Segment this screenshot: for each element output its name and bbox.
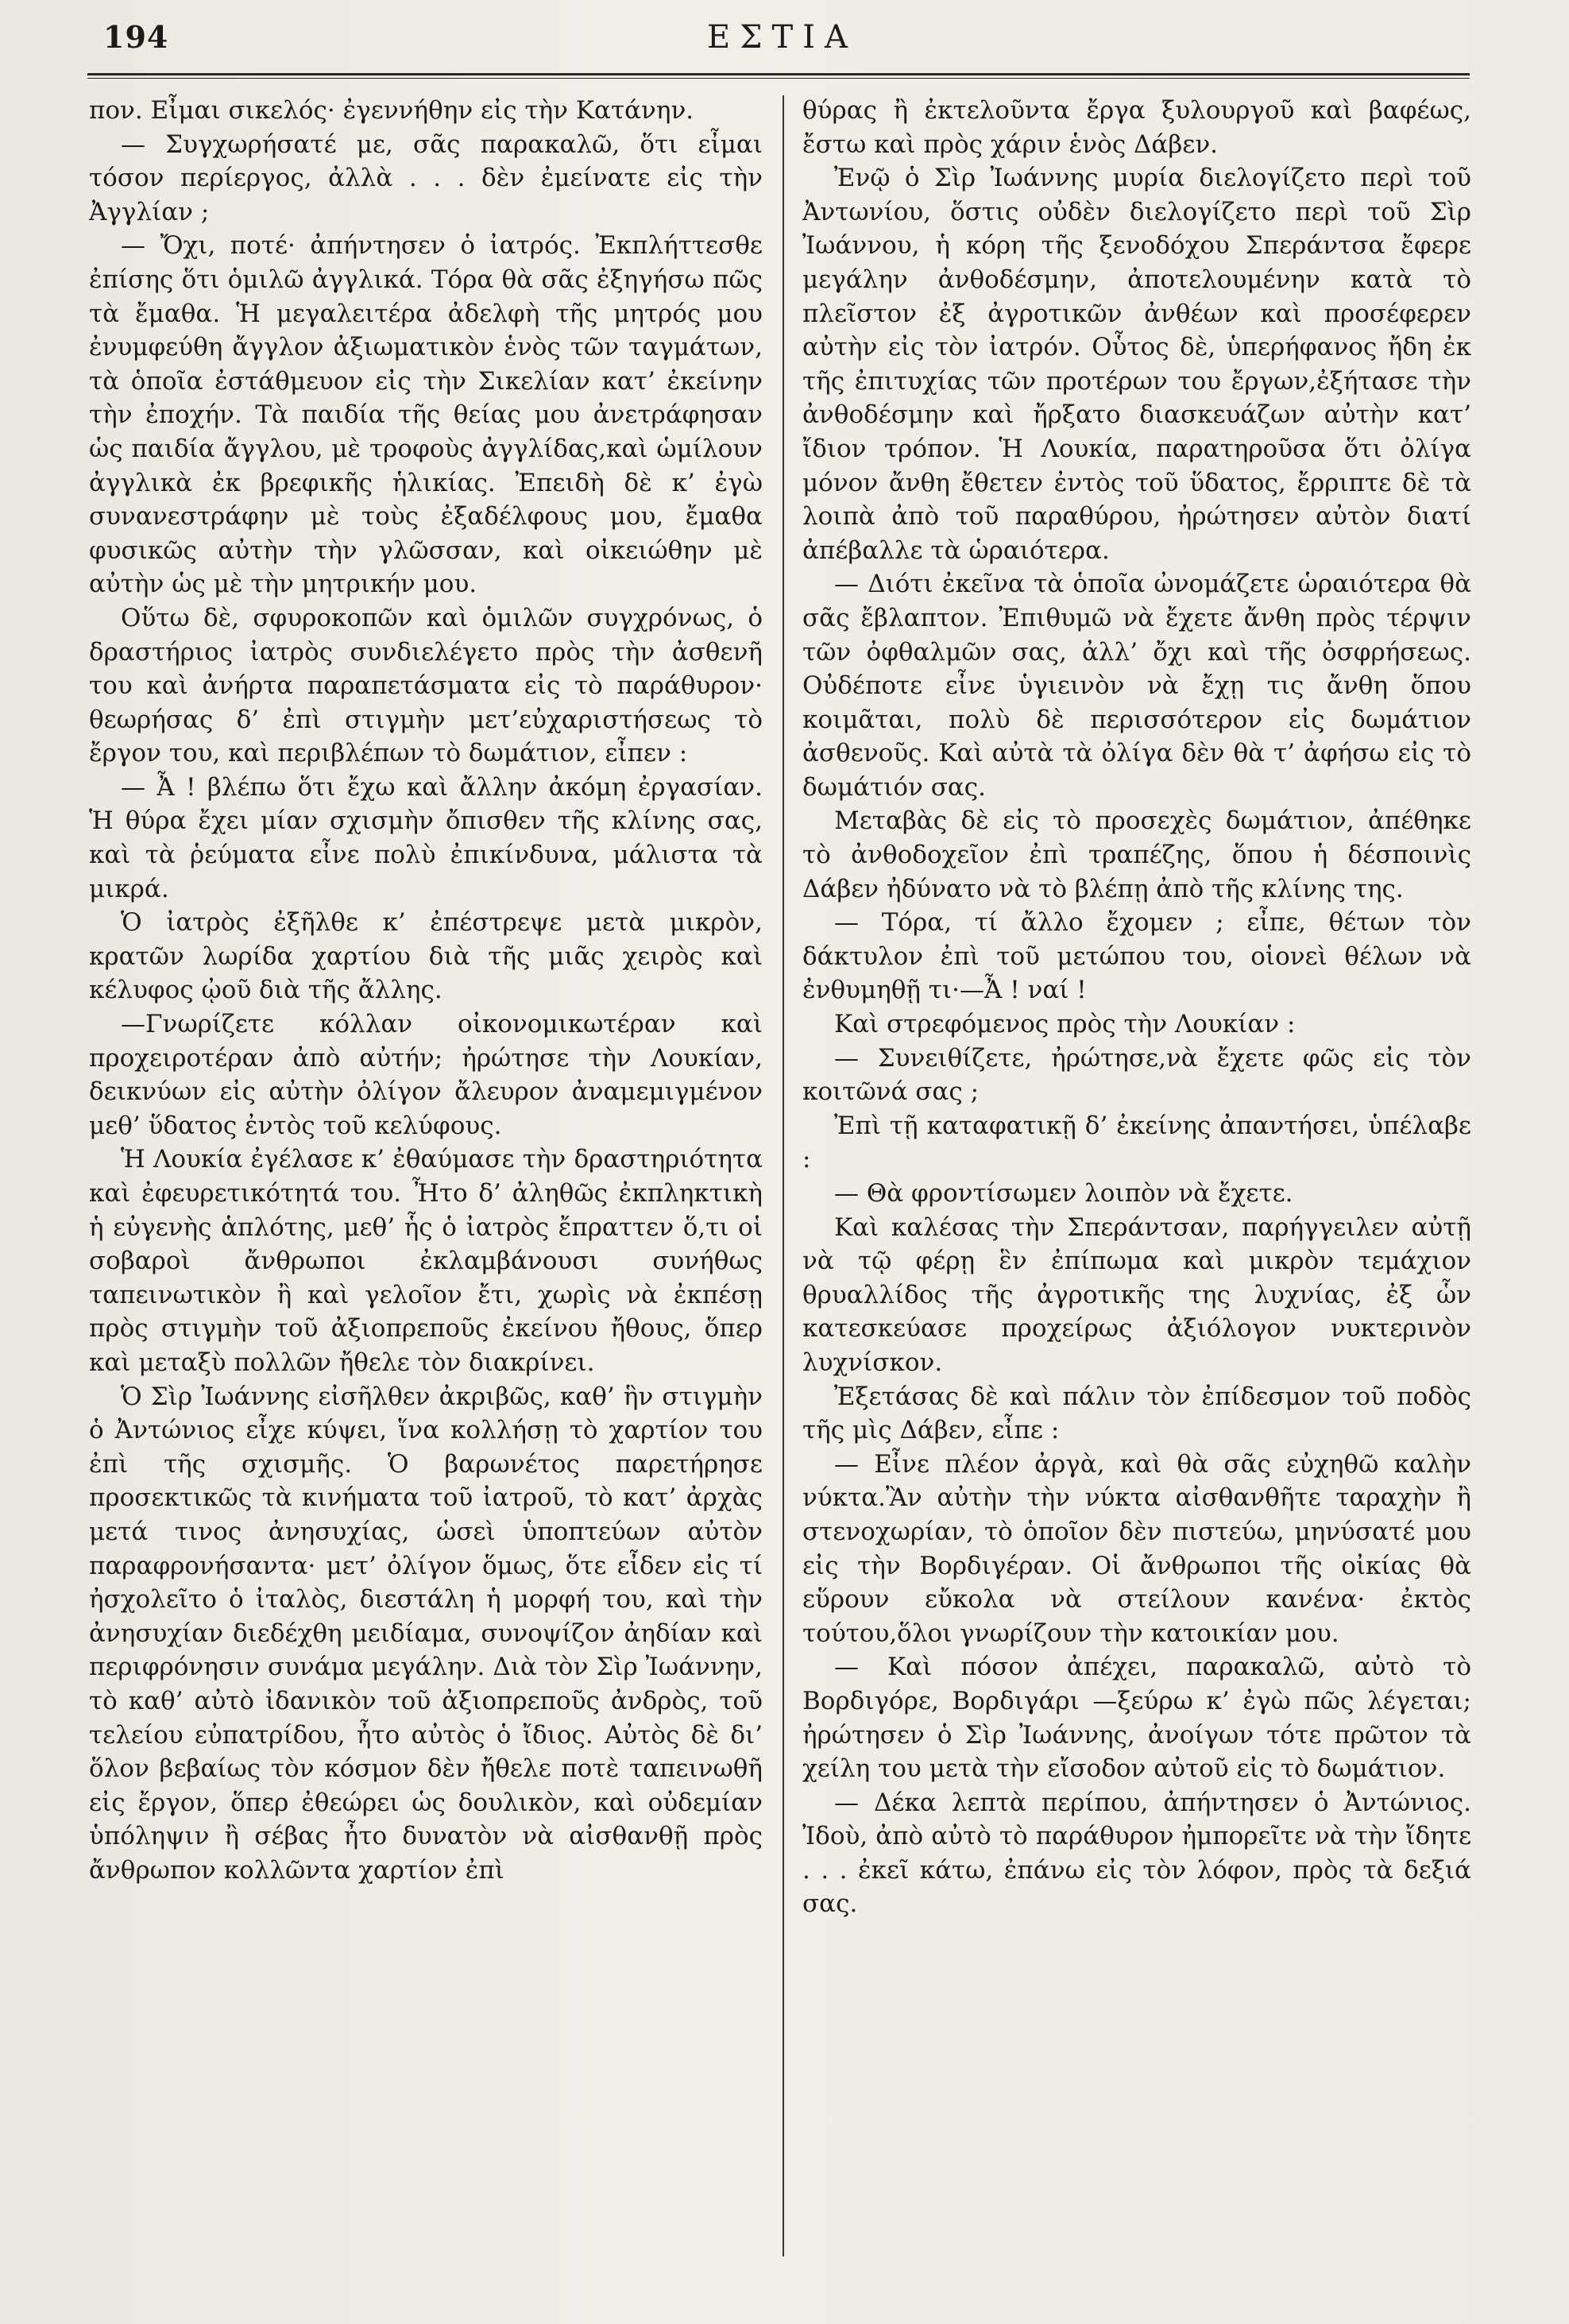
paragraph: Ἡ Λουκία ἐγέλασε κ’ ἐθαύμασε τὴν δραστηριότητα καὶ ἐφευρετικότητά του. Ἦτο δ’ ἀληθῶς ἐκπληκτικὴ ἡ εὐγενὴς ἁπλότης, μεθ’ ἧς ὁ ἰατρὸς ἔπραττεν ὅ,τι οἱ σοβαροὶ ἄνθρωποι ἐκλαμβάνουσι συνήθως ταπεινωτικὸν ἢ καὶ γελοῖον ἔτι, χωρὶς νὰ ἐκπέσῃ πρὸς στιγμὴν τοῦ ἀξιοπρεποῦς ἐκείνου ἤθους, ὅπερ καὶ μεταξὺ πολλῶν ἤθελε τὸν διακρίνει. — [89, 1145, 763, 1377]
running-head: ΕΣΤΙΑ — [707, 19, 857, 56]
paragraph: — Εἶνε πλέον ἀργὰ, καὶ θὰ σᾶς εὐχηθῶ καλὴν νύκτα.Ἂν αὐτὴν τὴν νύκτα αἰσθανθῆτε ταραχὴν ἢ στενοχωρίαν, τὸ ὁποῖον δὲν πιστεύω, μηνύσατέ μου εἰς τὴν Βορδιγέραν. Οἱ ἄνθρωποι τῆς οἰκίας θὰ εὕρουν εὔκολα νὰ στείλουν κανένα· ἐκτὸς τούτου,ὅλοι γνωρίζουν τὴν κατοικίαν μου. — [802, 1449, 1471, 1648]
column-divider — [783, 95, 784, 2256]
paragraph: θύρας ἢ ἐκτελοῦντα ἔργα ξυλουργοῦ καὶ βαφέως, ἔστω καὶ πρὸς χάριν ἑνὸς Δάβεν. — [802, 96, 1471, 159]
paragraph: — Ὄχι, ποτέ· ἀπήντησεν ὁ ἰατρός. Ἐκπλήττεσθε ἐπίσης ὅτι ὁμιλῶ ἀγγλικά. Τόρα θὰ σᾶς ἐξηγήσω πῶς τὰ ἔμαθα. Ἡ μεγαλειτέρα ἀδελφὴ τῆς μητρός μου ἐνυμφεύθη ἄγγλον ἀξιωματικὸν ἑνὸς τῶν ταγμάτων, τὰ ὁποῖα ἐστάθμευον εἰς τὴν Σικελίαν κατ’ ἐκείνην τὴν ἐποχήν. Τὰ παιδία τῆς θείας μου ἀνετράφησαν ὡς παιδία ἄγγλου, μὲ τροφοὺς ἀγγλίδας,καὶ ὡμίλουν ἀγγλικὰ ἐκ βρεφικῆς ἡλικίας. Ἐπειδὴ δὲ κ’ ἐγὼ συνανεστράφην μὲ τοὺς ἐξαδέλφους μου, ἔμαθα φυσικῶς αὐτὴν τὴν γλῶσσαν, καὶ οἰκειώθην μὲ αὐτὴν ὡς μὲ τὴν μητρικήν μου. — [89, 231, 763, 599]
paragraph: — Δέκα λεπτὰ περίπου, ἀπήντησεν ὁ Ἀντώνιος. Ἰδοὺ, ἀπὸ αὐτὸ τὸ παράθυρον ἠμπορεῖτε νὰ τὴν ἴδητε . . . ἐκεῖ κάτω, ἐπάνω εἰς τὸν λόφον, πρὸς τὰ δεξιά σας. — [802, 1788, 1471, 1919]
paragraph: — Διότι ἐκεῖνα τὰ ὁποῖα ὠνομάζετε ὡραιότερα θὰ σᾶς ἔβλαπτον. Ἐπιθυμῶ νὰ ἔχετε ἄνθη πρὸς τέρψιν τῶν ὀφθαλμῶν σας, ἀλλ’ ὄχι καὶ τῆς ὀσφρήσεως. Οὐδέποτε εἶνε ὑγιεινὸν νὰ ἔχῃ τις ἄνθη ὅπου κοιμᾶται, πολὺ δὲ περισσότερον εἰς δωμάτιον ἀσθενοῦς. Καὶ αὐτὰ τὰ ὀλίγα δὲν θὰ τ’ ἀφήσω εἰς τὸ δωμάτιόν σας. — [802, 570, 1471, 802]
paragraph: Μεταβὰς δὲ εἰς τὸ προσεχὲς δωμάτιον, ἀπέθηκε τὸ ἀνθοδοχεῖον ἐπὶ τραπέζης, ὅπου ἡ δέσποινὶς Δάβεν ἠδύνατο νὰ τὸ βλέπῃ ἀπὸ τῆς κλίνης της. — [802, 806, 1471, 903]
paragraph: —Γνωρίζετε κόλλαν οἰκονομικωτέραν καὶ προχειροτέραν ἀπὸ αὐτήν; ἠρώτησε τὴν Λουκίαν, δεικνύων εἰς αὐτὴν ὀλίγον ἄλευρον ἀναμεμιγμένον μεθ’ ὕδατος ἐντὸς τοῦ κελύφους. — [89, 1010, 763, 1140]
paragraph: πον. Εἶμαι σικελός· ἐγεννήθην εἰς τὴν Κατάνην. — [89, 96, 694, 125]
paragraph: — Ἆ ! βλέπω ὅτι ἔχω καὶ ἄλλην ἀκόμη ἐργασίαν. Ἡ θύρα ἔχει μίαν σχισμὴν ὄπισθεν τῆς κλίνης σας, καὶ τὰ ῥεύματα εἶνε πολὺ ἐπικίνδυνα, μάλιστα τὰ μικρά. — [89, 772, 763, 903]
header-rule — [87, 73, 1470, 79]
paragraph: Ἐξετάσας δὲ καὶ πάλιν τὸν ἐπίδεσμον τοῦ ποδὸς τῆς μὶς Δάβεν, εἶπε : — [802, 1382, 1471, 1445]
right-column — [802, 94, 1471, 1921]
paragraph: — Συνειθίζετε, ἠρώτησε,νὰ ἔχετε φῶς εἰς τὸν κοιτῶνά σας ; — [802, 1043, 1471, 1107]
paragraph: Ὁ ἰατρὸς ἐξῆλθε κ’ ἐπέστρεψε μετὰ μικρὸν, κρατῶν λωρίδα χαρτίου διὰ τῆς μιᾶς χειρὸς καὶ κέλυφος ᾠοῦ διὰ τῆς ἄλλης. — [89, 908, 763, 1005]
page-number: 194 — [103, 19, 169, 55]
paragraph: Ἐπὶ τῇ καταφατικῇ δ’ ἐκείνης ἀπαντήσει, ὑπέλαβε : — [802, 1111, 1471, 1174]
page-header — [87, 14, 1478, 70]
paragraph: — Τόρα, τί ἄλλο ἔχομεν ; εἶπε, θέτων τὸν δάκτυλον ἐπὶ τοῦ μετώπου του, οἱονεὶ θέλων νὰ ἐνθυμηθῇ τι·—Ἆ ! ναί ! — [802, 908, 1471, 1005]
paragraph: — Θὰ φροντίσωμεν λοιπὸν νὰ ἔχετε. — [834, 1179, 1293, 1208]
left-column — [89, 94, 763, 1887]
paragraph: Καὶ στρεφόμενος πρὸς τὴν Λουκίαν : — [834, 1010, 1296, 1039]
paragraph: Ἐνῷ ὁ Σὶρ Ἰωάννης μυρία διελογίζετο περὶ τοῦ Ἀντωνίου, ὅστις οὐδὲν διελογίζετο περὶ τοῦ Σὶρ Ἰωάννου, ἡ κόρη τῆς ξενοδόχου Σπεράντσα ἔφερε μεγάλην ἀνθοδέσμην, ἀποτελουμένην κατὰ τὸ πλεῖστον ἐξ ἀγροτικῶν ἀνθέων καὶ προσέφερεν αὐτὴν εἰς τὸν ἰατρόν. Οὗτος δὲ, ὑπερήφανος ἤδη ἐκ τῆς ἐπιτυχίας τῶν προτέρων του ἔργων,ἐξήτασε τὴν ἀνθοδέσμην καὶ ἤρξατο διασκευάζων αὐτὴν κατ’ ἴδιον τρόπον. Ἡ Λουκία, παρατηροῦσα ὅτι ὀλίγα μόνον ἄνθη ἔθετεν ἐντὸς τοῦ ὕδατος, ἔρριπτε δὲ τὰ λοιπὰ ἀπὸ τοῦ παραθύρου, ἠρώτησεν αὐτὸν διατί ἀπέβαλλε τὰ ὡραιότερα. — [802, 164, 1471, 565]
paragraph: Οὕτω δὲ, σφυροκοπῶν καὶ ὁμιλῶν συγχρόνως, ὁ δραστήριος ἰατρὸς συνδιελέγετο πρὸς τὴν ἀσθενῆ του καὶ ἀνήρτα παραπετάσματα εἰς τὸ παράθυρον· θεωρήσας δ’ ἐπὶ στιγμὴν μετ’εὐχαριστήσεως τὸ ἔργον του, καὶ περιβλέπων τὸ δωμάτιον, εἶπεν : — [89, 603, 763, 768]
paragraph: Ὁ Σὶρ Ἰωάννης εἰσῆλθεν ἀκριβῶς, καθ’ ἣν στιγμὴν ὁ Ἀντώνιος εἶχε κύψει, ἵνα κολλήσῃ τὸ χαρτίον του ἐπὶ τῆς σχισμῆς. Ὁ βαρωνέτος παρετήρησε προσεκτικῶς τὰ κινήματα τοῦ ἰατροῦ, τὸ κατ’ ἀρχὰς μετά τινος ἀνησυχίας, ὡσεὶ ὑποπτεύων αὐτὸν παραφρονήσαντα· μετ’ ὀλίγον ὅμως, ὅτε εἶδεν εἰς τί ἠσχολεῖτο ὁ ἰταλὸς, διεστάλη ἡ μορφή του, καὶ τὴν ἀνησυχίαν διεδέχθη μειδίαμα, συνοψίζον ἀηδίαν καὶ περιφρόνησιν συνάμα μεγάλην. Διὰ τὸν Σὶρ Ἰωάννην, τὸ καθ’ αὐτὸ ἰδανικὸν τοῦ ἀξιοπρεποῦς ἀνδρὸς, τοῦ τελείου εὐπατρίδου, ἦτο αὐτὸς ὁ ἴδιος. Αὐτὸς δὲ δι’ ὅλον βεβαίως τὸν κόσμον δὲν ἤθελε ποτὲ ταπεινωθῆ εἰς ἔργον, ὅπερ ἐθεώρει ὡς δουλικὸν, καὶ οὐδεμίαν ὑπόληψιν ἢ σέβας ἦτο δυνατὸν νὰ αἰσθανθῇ πρὸς ἄνθρωπον κολλῶντα χαρτίον ἐπὶ — [89, 1382, 763, 1885]
paragraph: Καὶ καλέσας τὴν Σπεράντσαν, παρήγγειλεν αὐτῇ νὰ τῷ φέρῃ ἓν ἐπίπωμα καὶ μικρὸν τεμάχιον θρυαλλίδος τῆς ἀγροτικῆς της λυχνίας, ἐξ ὧν κατεσκεύασε προχείρως ἀξιόλογον νυκτερινὸν λυχνίσκον. — [802, 1212, 1471, 1377]
paragraph: — Καὶ πόσον ἀπέχει, παρακαλῶ, αὐτὸ τὸ Βορδιγόρε, Βορδιγάρι —ξεύρω κ’ ἐγὼ πῶς λέγεται; ἠρώτησεν ὁ Σὶρ Ἰωάννης, ἀνοίγων τότε πρῶτον τὰ χείλη του μετὰ τὴν εἴσοδον αὐτοῦ εἰς τὸ δωμάτιον. — [802, 1653, 1471, 1784]
paragraph: — Συγχωρήσατέ με, σᾶς παρακαλῶ, ὅτι εἶμαι τόσον περίεργος, ἀλλὰ . . . δὲν ἐμείνατε εἰς τὴν Ἀγγλίαν ; — [89, 130, 763, 226]
